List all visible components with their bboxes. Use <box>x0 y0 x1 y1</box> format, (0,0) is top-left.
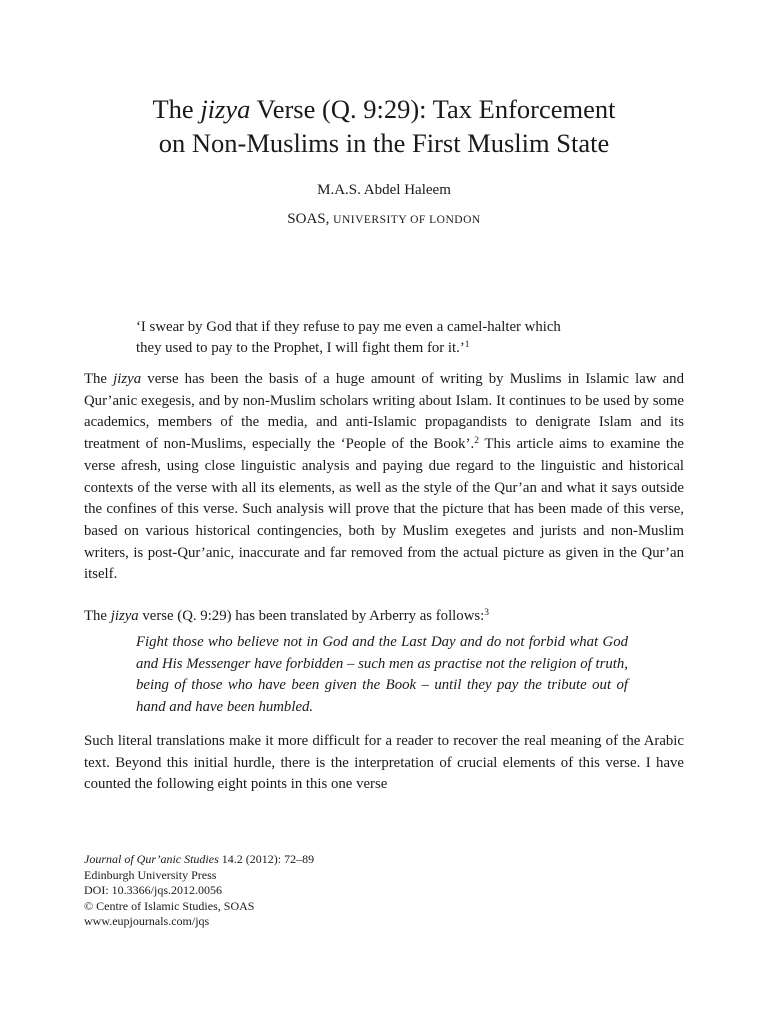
title-italic-word: jizya <box>200 94 251 124</box>
footnote-ref-2[interactable]: 2 <box>474 436 479 447</box>
epigraph-line-1: ‘I swear by God that if they refuse to pay me even a camel-halter which <box>136 319 561 335</box>
epigraph-line-2 <box>136 338 656 359</box>
paragraph-text: The <box>84 371 114 387</box>
paragraph-text: verse has been the basis of a huge amount of writing by Muslims in Islamic law and Qur’anic exegesis, and by non-Muslim scholars writing about Islam. It continues to be used by some academics, members of the media, and anti-Islamic propagandists to denigrate Islam and its treatment of non-Muslims, especially the ‘People of the Book’. <box>84 371 684 453</box>
title-text: Verse (Q. 9:29): Tax Enforcement <box>250 94 616 124</box>
footer-publisher: Edinburgh University Press <box>84 867 217 882</box>
paragraph-text: The <box>84 608 111 624</box>
body-paragraph-2 <box>84 606 684 628</box>
title-line-1 <box>60 92 708 126</box>
italic-term: jizya <box>113 371 142 387</box>
footer-copyright <box>84 899 314 915</box>
citation-details: 14.2 (2012): 72–89 <box>218 852 315 866</box>
footnote-ref-3[interactable]: 3 <box>484 608 489 618</box>
footer-url[interactable]: www.eupjournals.com/jqs <box>84 914 210 928</box>
italic-term: jizya <box>110 608 139 624</box>
journal-footer <box>84 852 314 930</box>
title-text: The <box>152 94 201 124</box>
copyright-text: Centre of Islamic Studies, SOAS <box>93 898 255 913</box>
paragraph-text: This article aims to examine the verse afresh, using close linguistic analysis and paying due regard to the linguistic and historical contexts of the verse with all its elements, as well as the style of the Qur’an and what it says outside the confines of this verse. Such analysis will prove that the picture that has been made of this verse, based on various historical contingencies, both by Muslim exegetes and jurists and non-Muslim writers, is post-Qur’anic, inaccurate and far removed from the actual picture as given in the Qur’an itself. <box>84 436 684 583</box>
footer-doi[interactable]: DOI: 10.3366/jqs.2012.0056 <box>84 883 222 897</box>
affiliation-university: UNIVERSITY OF LONDON <box>333 214 481 226</box>
title-line-2: on Non-Muslims in the First Muslim State <box>158 128 610 158</box>
epigraph-text: they used to pay to the Prophet, I will fight them for it.’ <box>136 340 465 356</box>
copyright-icon: © <box>84 898 94 913</box>
epigraph <box>136 317 656 359</box>
author-name: M.A.S. Abdel Haleem <box>317 182 451 198</box>
paragraph-text: verse (Q. 9:29) has been translated by Arberry as follows: <box>138 608 485 624</box>
article-title <box>60 92 708 160</box>
affiliation-prefix: SOAS, <box>287 211 334 227</box>
body-paragraph-1 <box>84 369 684 586</box>
journal-name: Journal of Qur’anic Studies <box>84 852 219 866</box>
footnote-ref-1[interactable]: 1 <box>464 340 470 350</box>
block-quote: Fight those who believe not in God and the Last Day and do not forbid what God and His Messenger have forbidden – such men as practise not the religion of truth, being of those who have been given the Book – until they pay the tribute out of hand and have been humbled. <box>136 634 628 716</box>
footer-citation <box>84 852 314 868</box>
author-affiliation <box>0 209 768 230</box>
body-paragraph-3: Such literal translations make it more difficult for a reader to recover the real meaning of the Arabic text. Beyond this initial hurdle, there is the interpretation of crucial elements of this verse. I have counted the following eight points in this one verse <box>84 733 684 793</box>
